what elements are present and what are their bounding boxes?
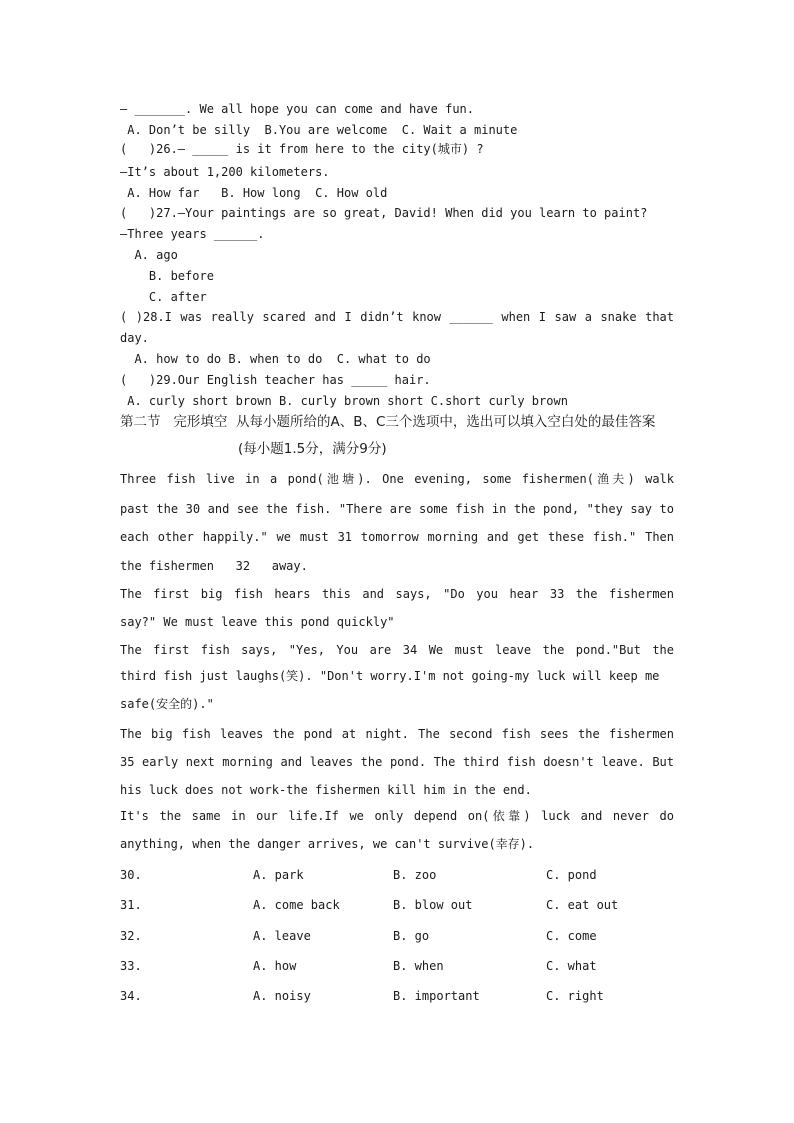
q26-answer: —It’s about 1,200 kilometers. <box>120 165 330 179</box>
passage-line: Three fish live in a pond(池塘). One evening, some fishermen(渔夫) walk <box>120 472 674 486</box>
passage-line: anything, when the danger arrives, we can't survive(幸存). <box>120 837 535 851</box>
q28-continuation: day. <box>120 331 149 345</box>
option-c: C. come <box>546 929 597 943</box>
option-c: C. right <box>546 989 604 1003</box>
q27-answer: —Three years ______. <box>120 227 265 241</box>
q28-options: A. how to do B. when to do C. what to do <box>120 352 431 366</box>
option-c: C. pond <box>546 868 597 882</box>
option-number: 33. <box>120 959 142 973</box>
q27-option-c: C. after <box>120 290 207 304</box>
option-b: B. important <box>393 989 480 1003</box>
q27-line: ( )27.—Your paintings are so great, David! When did you learn to paint? <box>120 206 648 220</box>
q25-line: — _______. We all hope you can come and have fun. <box>120 102 475 116</box>
passage-line: The first big fish hears this and says, "Do you hear 33 the fishermen <box>120 587 674 601</box>
option-a: A. noisy <box>253 989 311 1003</box>
option-number: 34. <box>120 989 142 1003</box>
option-a: A. how <box>253 959 297 973</box>
q29-line: ( )29.Our English teacher has _____ hair. <box>120 373 431 387</box>
q25-options: A. Don’t be silly B.You are welcome C. Wait a minute <box>120 123 518 137</box>
option-b: B. when <box>393 959 444 973</box>
passage-line: It's the same in our life.If we only depend on(依靠) luck and never do <box>120 809 674 823</box>
section-heading: 第二节 完形填空 从每小题所给的A、B、C三个选项中，选出可以填入空白处的最佳答案 <box>120 414 656 430</box>
passage-line: the fishermen 32 away. <box>120 559 308 573</box>
option-a: A. come back <box>253 898 340 912</box>
option-number: 30. <box>120 868 142 882</box>
passage-line: The big fish leaves the pond at night. The second fish sees the fishermen <box>120 727 674 741</box>
passage-line: his luck does not work-the fishermen kill him in the end. <box>120 783 532 797</box>
passage-line: safe(安全的)." <box>120 697 214 711</box>
q28-line: ( )28.I was really scared and I didn’t know ______ when I saw a snake that <box>120 310 674 324</box>
option-b: B. blow out <box>393 898 473 912</box>
passage-line: say?" We must leave this pond quickly" <box>120 615 395 629</box>
option-c: C. what <box>546 959 597 973</box>
q26-options: A. How far B. How long C. How old <box>120 186 388 200</box>
option-c: C. eat out <box>546 898 619 912</box>
option-a: A. park <box>253 868 304 882</box>
passage-line: each other happily." we must 31 tomorrow morning and get these fish." Then <box>120 530 674 544</box>
option-a: A. leave <box>253 929 311 943</box>
section-scoring-note: (每小题1.5分，满分9分) <box>238 441 387 457</box>
passage-line: past the 30 and see the fish. "There are some fish in the pond, "they say to <box>120 502 674 516</box>
q27-option-b: B. before <box>120 269 214 283</box>
option-number: 32. <box>120 929 142 943</box>
option-b: B. go <box>393 929 430 943</box>
option-number: 31. <box>120 898 142 912</box>
q27-option-a: A. ago <box>120 248 178 262</box>
option-b: B. zoo <box>393 868 437 882</box>
passage-line: 35 early next morning and leaves the pond. The third fish doesn't leave. But <box>120 755 674 769</box>
passage-line: The first fish says, "Yes, You are 34 We must leave the pond."But the <box>120 643 674 657</box>
passage-line: third fish just laughs(笑). "Don't worry.I'm not going-my luck will keep me <box>120 669 660 683</box>
q26-line: ( )26.— _____ is it from here to the city(城市) ? <box>120 142 484 156</box>
q29-options: A. curly short brown B. curly brown short C.short curly brown <box>120 394 568 408</box>
